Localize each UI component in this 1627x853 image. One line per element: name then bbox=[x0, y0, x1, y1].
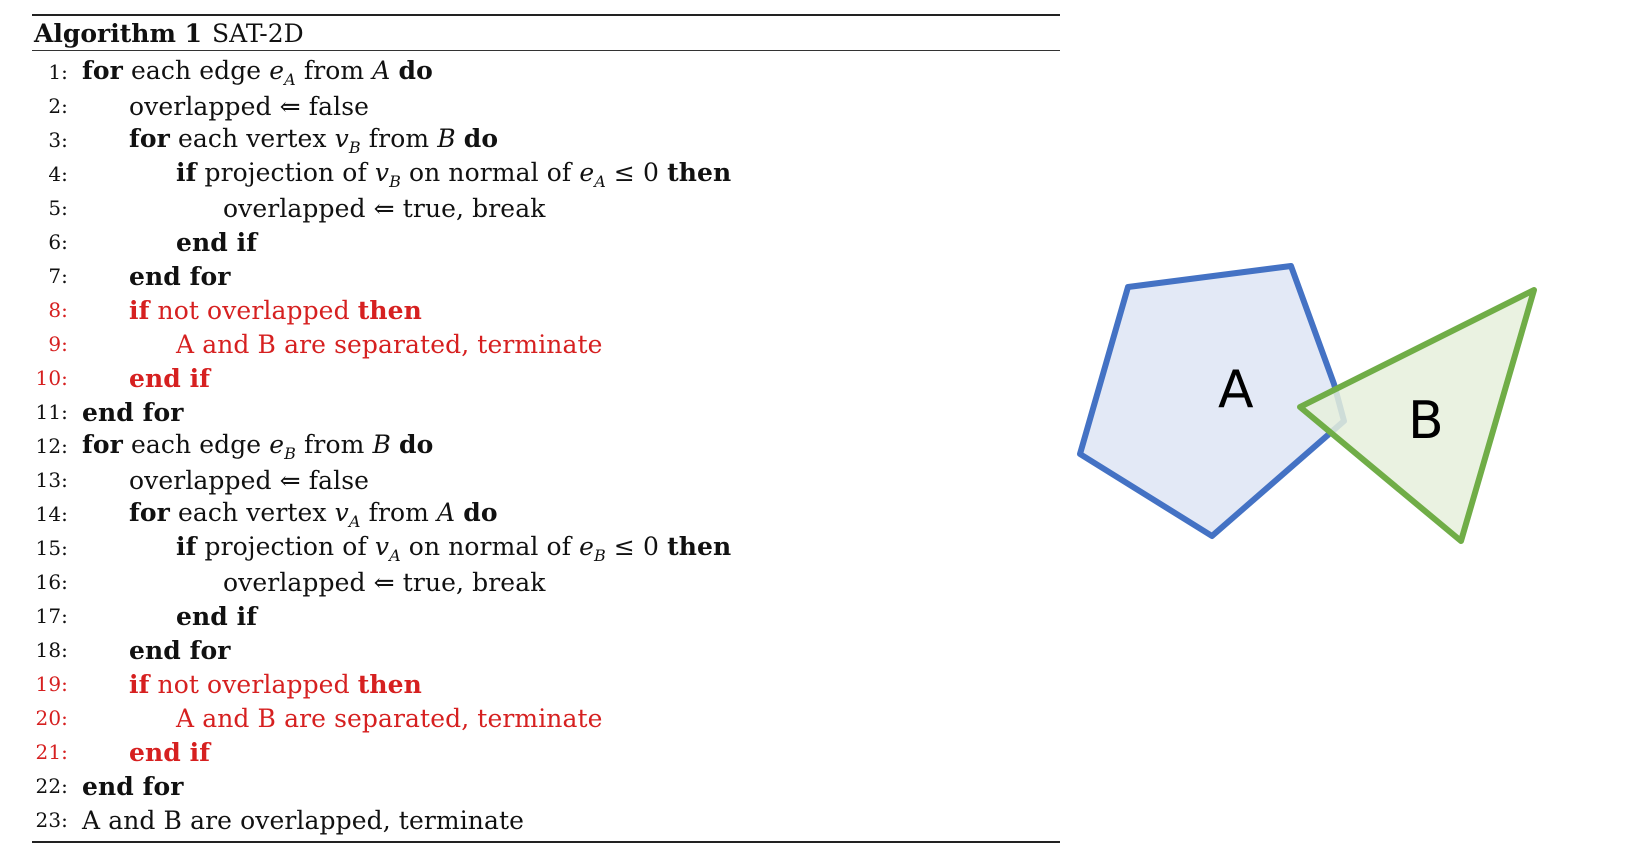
line-text bbox=[82, 124, 498, 157]
algorithm-line bbox=[32, 667, 1060, 701]
algorithm-line bbox=[32, 497, 1060, 531]
keyword: for bbox=[82, 55, 123, 85]
math-symbol: v bbox=[374, 157, 390, 187]
math-symbol: B bbox=[372, 429, 391, 459]
keyword: end for bbox=[129, 635, 231, 665]
line-fragment: A and B are separated, terminate bbox=[176, 329, 603, 359]
line-fragment: from bbox=[296, 429, 373, 459]
polygon-a bbox=[1080, 266, 1344, 536]
line-number: 17: bbox=[35, 604, 68, 628]
line-text bbox=[82, 498, 498, 531]
line-number: 1: bbox=[48, 60, 68, 84]
line-text bbox=[82, 262, 231, 291]
algorithm-label: Algorithm 1 bbox=[34, 18, 202, 48]
algorithm-line bbox=[32, 225, 1060, 259]
line-fragment: not overlapped bbox=[149, 669, 358, 699]
line-fragment: overlapped ⇐ false bbox=[129, 91, 370, 121]
subscript: A bbox=[284, 69, 296, 89]
line-fragment: overlapped ⇐ true, break bbox=[223, 193, 546, 223]
math-symbol: v bbox=[334, 497, 349, 527]
line-text bbox=[82, 56, 433, 89]
algorithm-line bbox=[32, 633, 1060, 667]
line-fragment: projection of bbox=[196, 531, 375, 561]
line-text bbox=[82, 466, 369, 495]
line-text bbox=[82, 772, 184, 801]
keyword: do bbox=[399, 429, 434, 459]
line-fragment: on normal of bbox=[400, 531, 580, 561]
line-text bbox=[82, 806, 524, 835]
algorithm-line bbox=[32, 293, 1060, 327]
line-number: 9: bbox=[48, 332, 68, 356]
line-fragment: from bbox=[360, 497, 438, 527]
algorithm-line bbox=[32, 565, 1060, 599]
line-text bbox=[82, 364, 210, 393]
keyword: for bbox=[82, 429, 123, 459]
algorithm-line bbox=[32, 55, 1060, 89]
subscript: B bbox=[389, 171, 401, 191]
keyword: do bbox=[463, 123, 499, 153]
line-fragment: not overlapped bbox=[149, 295, 358, 325]
subscript: A bbox=[594, 171, 606, 191]
line-number: 5: bbox=[48, 196, 68, 220]
line-number: 18: bbox=[35, 638, 68, 662]
line-fragment: overlapped ⇐ true, break bbox=[223, 567, 546, 597]
line-number: 4: bbox=[48, 162, 68, 186]
keyword: then bbox=[667, 157, 732, 187]
math-symbol: v bbox=[374, 531, 390, 561]
line-fragment: each vertex bbox=[169, 497, 335, 527]
line-text bbox=[82, 532, 731, 565]
math-symbol: v bbox=[334, 123, 349, 153]
line-text bbox=[82, 670, 422, 699]
line-number: 11: bbox=[35, 400, 68, 424]
algorithm-line bbox=[32, 361, 1060, 395]
line-number: 13: bbox=[35, 468, 68, 492]
keyword: do bbox=[398, 55, 433, 85]
algorithm-title: SAT-2D bbox=[212, 18, 304, 48]
line-text bbox=[82, 704, 603, 733]
line-number: 20: bbox=[35, 706, 68, 730]
math-symbol: B bbox=[437, 123, 456, 153]
bottom-rule bbox=[32, 841, 1060, 843]
line-text bbox=[82, 636, 231, 665]
polygon-figure bbox=[1060, 0, 1627, 849]
line-text bbox=[82, 738, 210, 767]
algorithm-header bbox=[32, 16, 1060, 50]
line-number: 23: bbox=[35, 808, 68, 832]
algorithm-line bbox=[32, 157, 1060, 191]
polygon-diagram bbox=[1060, 0, 1627, 849]
algorithm-line bbox=[32, 429, 1060, 463]
keyword: end for bbox=[82, 771, 184, 801]
line-fragment: projection of bbox=[196, 157, 375, 187]
algorithm-line bbox=[32, 769, 1060, 803]
line-fragment: each vertex bbox=[169, 123, 335, 153]
polygon-a-label: A bbox=[1218, 360, 1254, 420]
algorithm-line bbox=[32, 599, 1060, 633]
line-text bbox=[82, 194, 545, 223]
line-text bbox=[82, 92, 369, 121]
math-symbol: e bbox=[269, 429, 285, 459]
algorithm-line bbox=[32, 803, 1060, 837]
math-symbol: A bbox=[372, 55, 391, 85]
line-fragment: ≤ 0 bbox=[605, 531, 668, 561]
math-symbol: A bbox=[437, 497, 456, 527]
keyword: do bbox=[463, 497, 498, 527]
keyword: end if bbox=[176, 601, 258, 631]
line-fragment: ≤ 0 bbox=[605, 157, 668, 187]
line-number: 6: bbox=[48, 230, 68, 254]
subscript: B bbox=[348, 137, 361, 157]
line-number: 19: bbox=[35, 672, 68, 696]
line-text bbox=[82, 568, 545, 597]
algorithm-line bbox=[32, 531, 1060, 565]
line-number: 2: bbox=[48, 94, 68, 118]
algorithm-line bbox=[32, 395, 1060, 429]
line-text bbox=[82, 602, 257, 631]
subscript: B bbox=[594, 545, 606, 565]
line-fragment bbox=[456, 124, 464, 153]
math-symbol: e bbox=[579, 157, 595, 187]
keyword: end if bbox=[129, 737, 211, 767]
keyword: if bbox=[129, 669, 150, 699]
line-text bbox=[82, 158, 731, 191]
keyword: end for bbox=[129, 261, 231, 291]
subscript: A bbox=[348, 511, 361, 531]
algorithm-line bbox=[32, 735, 1060, 769]
line-text bbox=[82, 430, 433, 463]
keyword: end for bbox=[82, 397, 184, 427]
line-fragment: on normal of bbox=[400, 157, 580, 187]
keyword: if bbox=[129, 295, 150, 325]
keyword: if bbox=[176, 157, 197, 187]
algorithm-line bbox=[32, 463, 1060, 497]
line-text bbox=[82, 228, 257, 257]
algorithm-line bbox=[32, 259, 1060, 293]
keyword: end if bbox=[176, 227, 258, 257]
line-fragment: overlapped ⇐ false bbox=[129, 465, 370, 495]
math-symbol: e bbox=[269, 55, 285, 85]
keyword: then bbox=[357, 669, 422, 699]
line-number: 21: bbox=[35, 740, 68, 764]
algorithm-line bbox=[32, 191, 1060, 225]
subscript: A bbox=[389, 545, 401, 565]
keyword: for bbox=[129, 497, 170, 527]
line-fragment: from bbox=[295, 55, 373, 85]
line-number: 12: bbox=[35, 434, 68, 458]
algorithm-line bbox=[32, 123, 1060, 157]
algorithm-line bbox=[32, 327, 1060, 361]
line-fragment: A and B are overlapped, terminate bbox=[82, 805, 525, 835]
line-fragment bbox=[391, 430, 399, 459]
keyword: for bbox=[129, 123, 170, 153]
line-text bbox=[82, 296, 422, 325]
keyword: if bbox=[176, 531, 197, 561]
line-number: 8: bbox=[48, 298, 68, 322]
line-number: 10: bbox=[35, 366, 68, 390]
line-number: 7: bbox=[48, 264, 68, 288]
line-text bbox=[82, 330, 603, 359]
subscript: B bbox=[284, 443, 297, 463]
keyword: then bbox=[667, 531, 732, 561]
line-fragment: each edge bbox=[122, 55, 270, 85]
line-number: 14: bbox=[35, 502, 68, 526]
line-fragment: A and B are separated, terminate bbox=[176, 703, 603, 733]
line-number: 15: bbox=[35, 536, 68, 560]
polygon-b-label: B bbox=[1408, 391, 1444, 451]
line-number: 16: bbox=[35, 570, 68, 594]
algorithm-box bbox=[32, 14, 1060, 843]
line-text bbox=[82, 398, 184, 427]
algorithm-lines bbox=[32, 51, 1060, 837]
line-number: 22: bbox=[35, 774, 68, 798]
line-fragment: from bbox=[360, 123, 438, 153]
line-fragment: each edge bbox=[122, 429, 270, 459]
math-symbol: e bbox=[579, 531, 595, 561]
keyword: then bbox=[357, 295, 422, 325]
line-number: 3: bbox=[48, 128, 68, 152]
algorithm-line bbox=[32, 89, 1060, 123]
algorithm-line bbox=[32, 701, 1060, 735]
keyword: end if bbox=[129, 363, 211, 393]
